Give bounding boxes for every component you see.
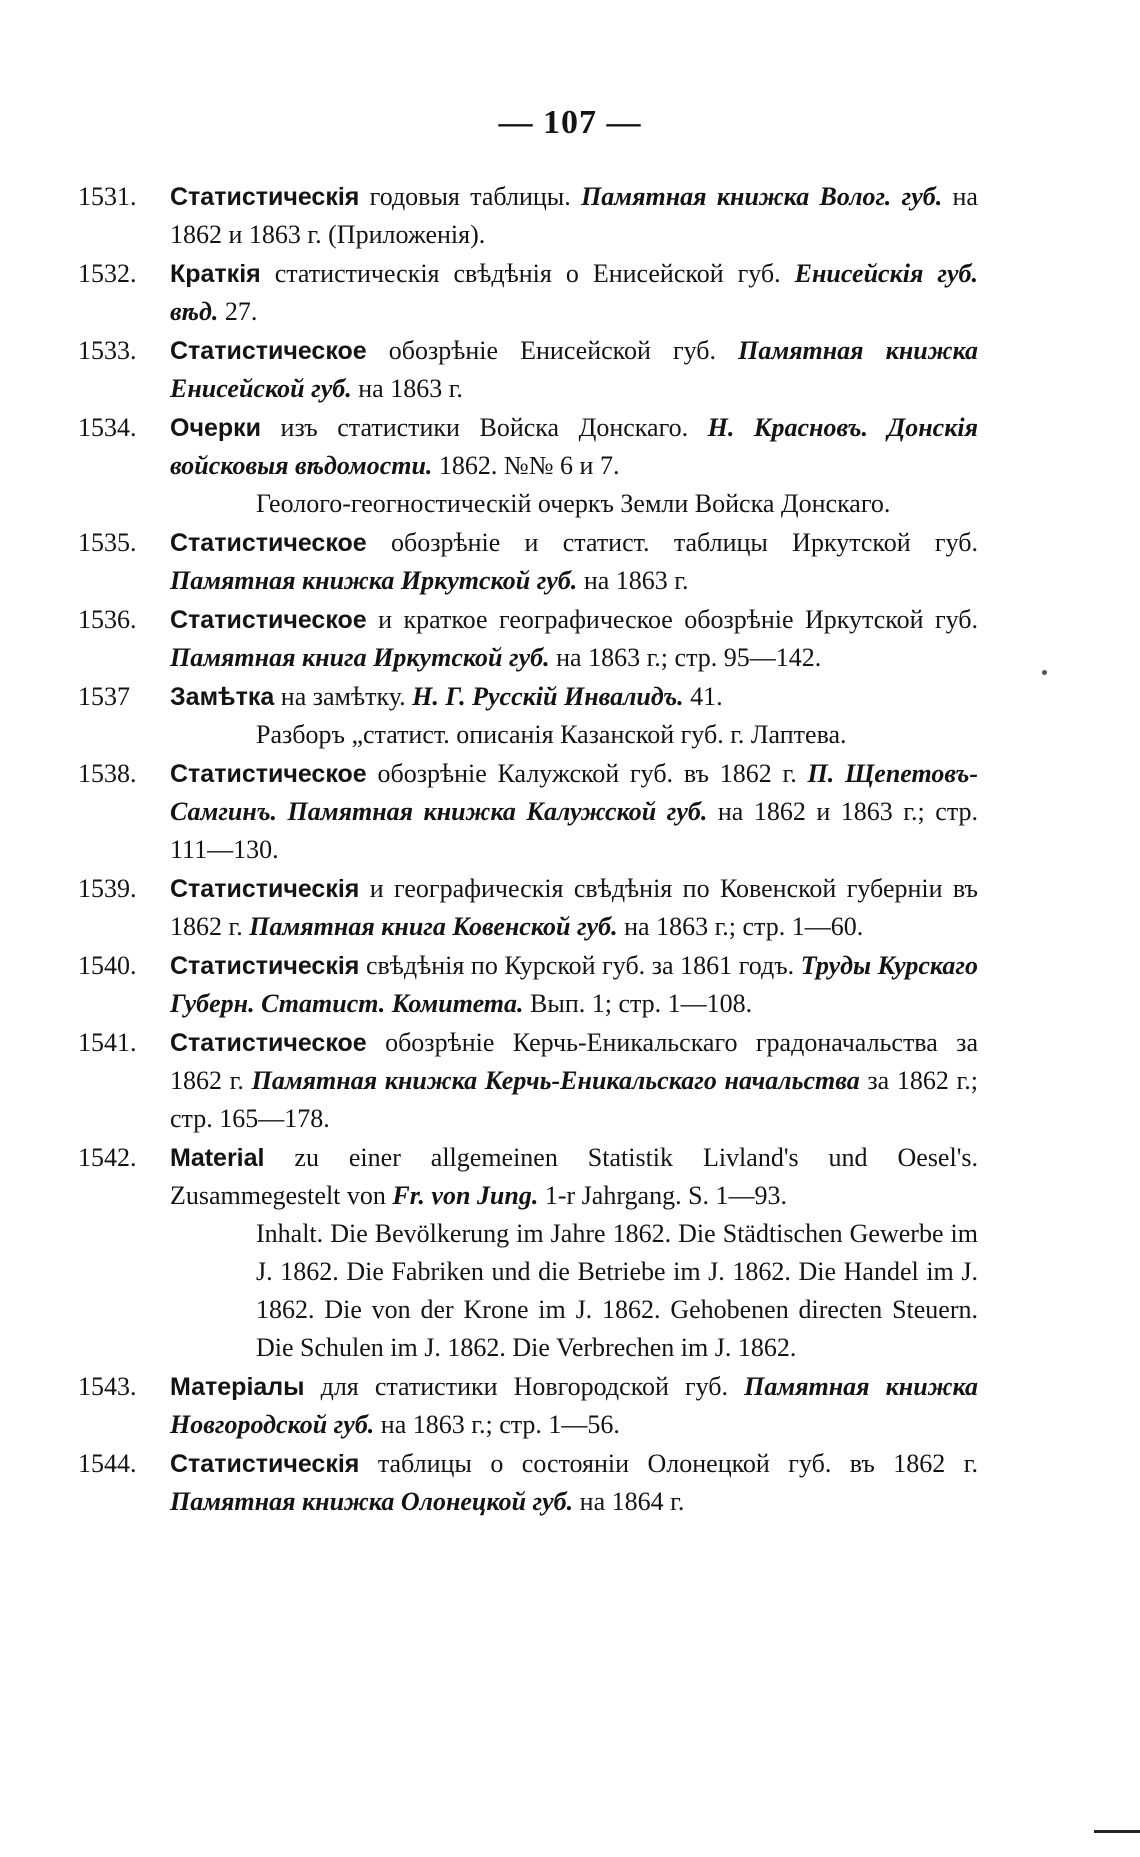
entry-source: Памятная книжка Волог. губ. — [581, 182, 943, 211]
entry-number: 1532. — [78, 259, 137, 288]
entry-source: Н. Г. Русскій Инвалидъ. — [412, 682, 684, 711]
entry-description: статистическія свѣдѣнія о Енисейской губ. — [260, 259, 795, 288]
entry-source: Н. Красновъ. Донскія войсковыя вѣдомости. — [170, 413, 978, 480]
entry-title: Статистическое — [170, 1029, 367, 1057]
entry-details: 1862. №№ 6 и 7. — [432, 451, 620, 480]
entry-description: для статистики Новгородской губ. — [304, 1372, 745, 1401]
entry-details: на 1863 г. — [351, 374, 463, 403]
bibliography-entry — [78, 947, 978, 1023]
entry-number: 1542. — [78, 1143, 137, 1172]
entry-number: 1539. — [78, 874, 137, 903]
entry-number: 1543. — [78, 1372, 137, 1401]
entry-details: 27. — [218, 297, 258, 326]
entry-title: Статистическое — [170, 760, 367, 788]
entry-title: Очерки — [170, 414, 262, 442]
entry-description: изъ статистики Войска Донскаго. — [261, 413, 708, 442]
entry-description: на замѣтку. — [274, 682, 413, 711]
entry-number: 1534. — [78, 413, 137, 442]
entry-description: и географическія свѣдѣнія по Ковенской губерніи въ 1862 г. — [170, 874, 978, 941]
entry-title: Статистическія — [170, 183, 360, 211]
entry-source: Памятная книжка Олонецкой губ. — [170, 1487, 574, 1516]
entry-source: Памятная книжка Иркутской губ. — [170, 566, 578, 595]
entry-number: 1535. — [78, 528, 137, 557]
entry-details: на 1863 г.; стр. 95—142. — [549, 643, 822, 672]
entry-description: свѣдѣнія по Курской губ. за 1861 годъ. — [359, 951, 801, 980]
page-number: — 107 — — [498, 104, 642, 141]
entry-title: Статистическое — [170, 606, 367, 634]
entry-title: Статистическое — [170, 529, 367, 557]
entry-details: за 1862 г.; стр. 165—178. — [170, 1066, 979, 1133]
entry-description: таблицы о состояніи Олонецкой губ. въ 1862 г. — [359, 1449, 978, 1478]
entry-source: Труды Курскаго Губерн. Статист. Комитета. — [170, 951, 978, 1018]
entry-details: Вып. 1; стр. 1—108. — [523, 989, 753, 1018]
bibliography-entry — [78, 1139, 978, 1367]
bibliography-entry — [78, 755, 978, 869]
entry-details: на 1862 и 1863 г.; стр. 111—130. — [170, 797, 978, 864]
entry-title: Матеріалы — [170, 1373, 305, 1401]
bibliography-entry — [78, 870, 978, 946]
entry-number: 1544. — [78, 1449, 137, 1478]
entry-description: обозрѣніе Керчь-Еникальскаго градоначальства за 1862 г. — [170, 1028, 978, 1095]
entry-note: Разборъ „статист. описанія Казанской губ. г. Лаптева. — [256, 720, 847, 749]
entry-title: Статистическія — [170, 952, 360, 980]
print-speck — [1042, 670, 1047, 675]
bibliography-entry — [78, 332, 978, 408]
bibliography-list — [78, 178, 978, 1522]
entry-note: Inhalt. Die Bevölkerung im Jahre 1862. Die Städtischen Gewerbe im J. 1862. Die Fabriken und die Betriebe im J. 1862. Die Handel im J. 1862. Die von der Krone im J. 1862. Gehobenen directen Steuern. Die Schulen im J. 1862. Die Verbrechen im J. 1862. — [256, 1219, 978, 1362]
entry-description: обозрѣніе Калужской губ. въ 1862 г. — [366, 759, 808, 788]
entry-note: Геолого-геогностическій очеркъ Земли Войска Донскаго. — [256, 489, 891, 518]
bibliography-entry — [78, 409, 978, 523]
entry-source: Енисейскія губ. вѣд. — [170, 259, 978, 326]
entry-number: 1531. — [78, 182, 137, 211]
entry-details: на 1864 г. — [573, 1487, 685, 1516]
entry-number: 1538. — [78, 759, 137, 788]
bibliography-entry — [78, 255, 978, 331]
entry-title: Статистическія — [170, 1450, 360, 1478]
entry-source: Памятная книжка Енисейской губ. — [170, 336, 978, 403]
entry-description: обозрѣніе и статист. таблицы Иркутской губ. — [366, 528, 978, 557]
bibliography-entry — [78, 678, 978, 754]
entry-number: 1540. — [78, 951, 137, 980]
entry-description: zu einer allgemeinen Statistik Livland's und Oesel's. Zusammegestelt von — [170, 1143, 978, 1210]
entry-details: на 1863 г. — [577, 566, 689, 595]
entry-title: Статистическое — [170, 337, 367, 365]
entry-number: 1541. — [78, 1028, 137, 1057]
entry-title: Краткія — [170, 260, 261, 288]
entry-description: годовыя таблицы. — [359, 182, 582, 211]
bibliography-entry — [78, 178, 978, 254]
entry-description: и краткое географическое обозрѣніе Иркутской губ. — [366, 605, 978, 634]
page-end-rule — [1094, 1830, 1140, 1833]
entry-details: 41. — [683, 682, 723, 711]
entry-title: Замѣтка — [170, 683, 275, 711]
entry-source: Памятная книга Ковенской губ. — [249, 912, 618, 941]
entry-source: Fr. von Jung. — [392, 1181, 539, 1210]
entry-details: на 1863 г.; стр. 1—56. — [374, 1410, 620, 1439]
entry-title: Material — [170, 1144, 265, 1172]
bibliography-entry — [78, 1368, 978, 1444]
entry-source: Памятная книга Иркутской губ. — [170, 643, 550, 672]
entry-description: обозрѣніе Енисейской губ. — [366, 336, 739, 365]
entry-source: Памятная книжка Керчь-Еникальскаго начальства — [251, 1066, 860, 1095]
entry-details: 1-r Jahrgang. S. 1—93. — [538, 1181, 788, 1210]
entry-details: на 1862 и 1863 г. (Приложенія). — [170, 182, 978, 249]
bibliography-entry — [78, 1024, 978, 1138]
entry-number: 1537 — [78, 682, 130, 711]
entry-details: на 1863 г.; стр. 1—60. — [617, 912, 864, 941]
entry-number: 1536. — [78, 605, 137, 634]
entry-number: 1533. — [78, 336, 137, 365]
bibliography-entry — [78, 1445, 978, 1521]
entry-source: П. Щепетовъ-Самгинъ. Памятная книжка Калужской губ. — [170, 759, 978, 826]
entry-source: Памятная книжка Новгородской губ. — [170, 1372, 978, 1439]
bibliography-entry — [78, 601, 978, 677]
entry-title: Статистическія — [170, 875, 360, 903]
bibliography-entry — [78, 524, 978, 600]
